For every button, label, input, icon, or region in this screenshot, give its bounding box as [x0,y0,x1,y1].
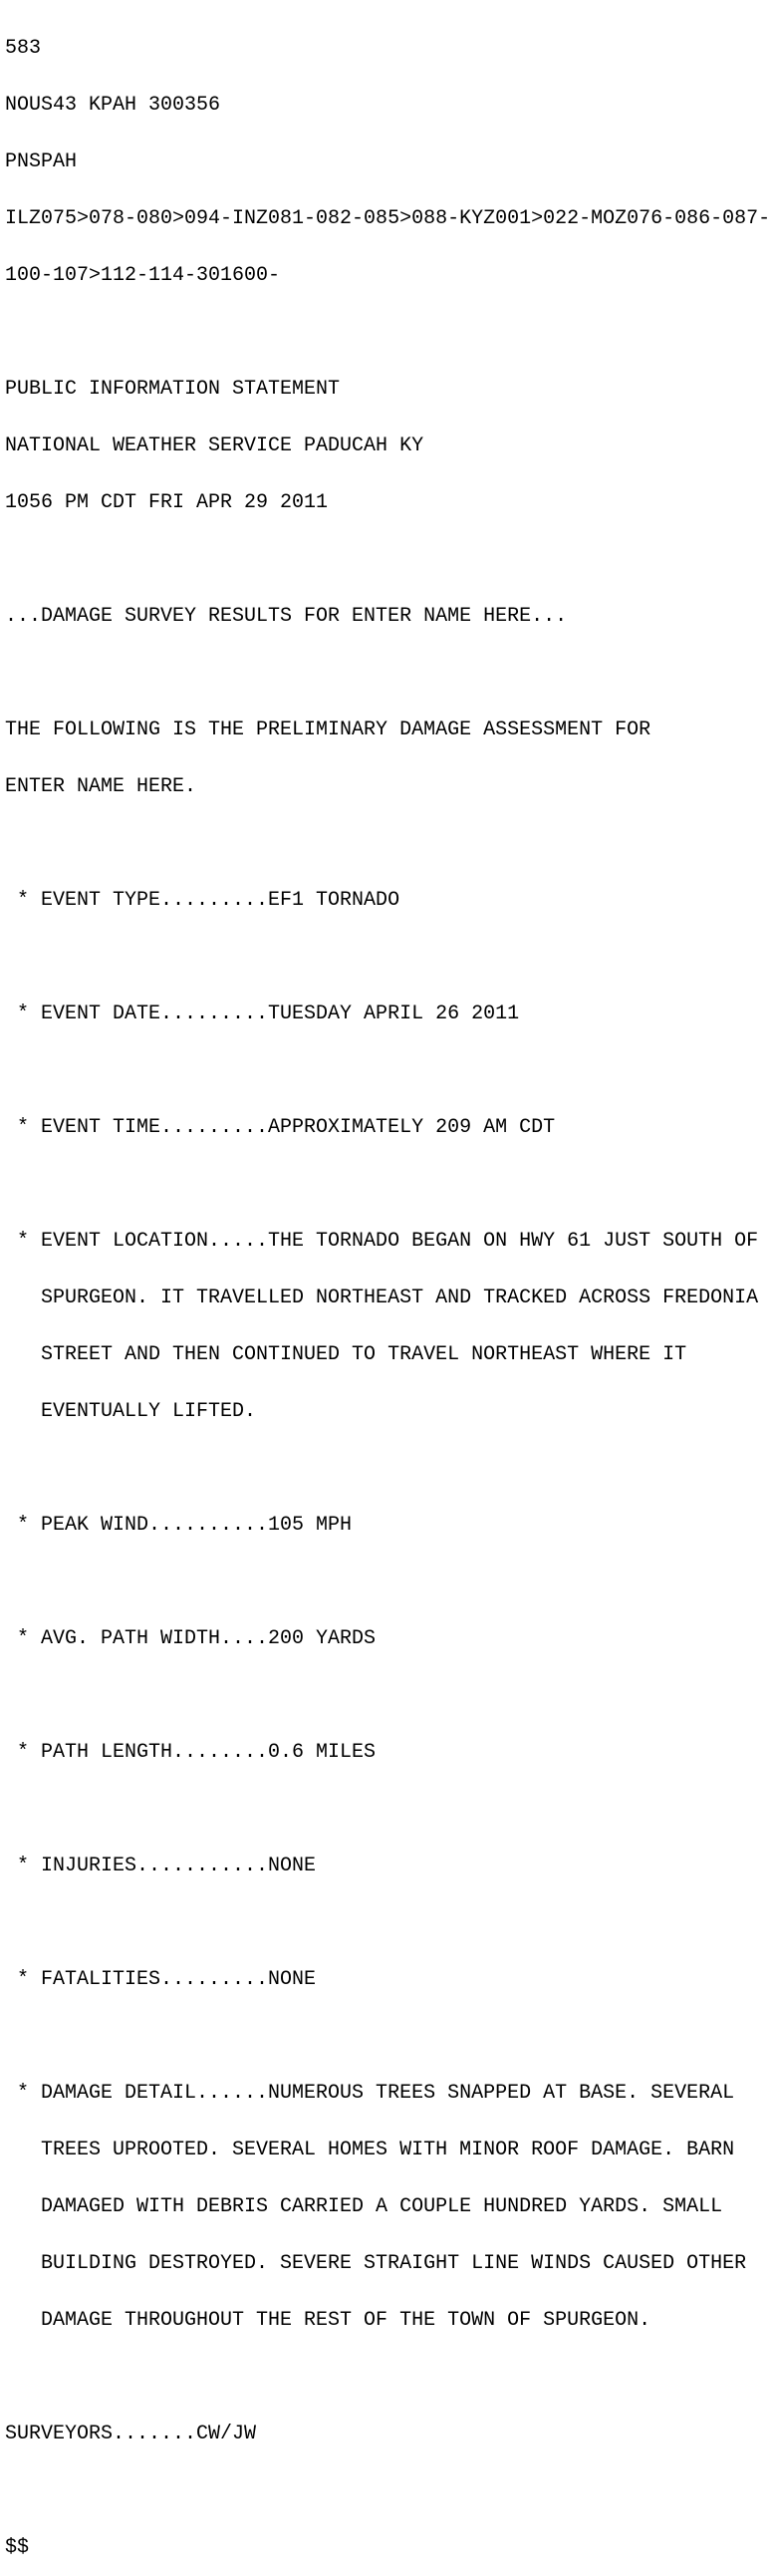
blank-line [5,2027,772,2046]
intro-text: THE FOLLOWING IS THE PRELIMINARY DAMAGE ASSESSMENT FOR [5,718,651,741]
avg-path-width: * AVG. PATH WIDTH....200 YARDS [5,1627,377,1650]
event-location: STREET AND THEN CONTINUED TO TRAVEL NORTHEAST WHERE IT [5,1343,687,1366]
peak-wind: * PEAK WIND..........105 MPH [5,1514,353,1537]
issuing-office: NATIONAL WEATHER SERVICE PADUCAH KY [5,434,424,457]
surveyors: SURVEYORS.......CW/JW [5,2423,257,2445]
blank-line [5,323,772,342]
blank-line [5,2368,772,2387]
blank-line [5,1175,772,1194]
blank-line [5,550,772,569]
ugc-zones-line: ILZ075>078-080>094-INZ081-082-085>088-KYZ001>022-MOZ076-086-087- [5,207,771,230]
end-marker: $$ [5,2536,30,2559]
event-location: SPURGEON. IT TRAVELLED NORTHEAST AND TRACKED ACROSS FREDONIA [5,1287,759,1309]
event-time: * EVENT TIME.........APPROXIMATELY 209 AM CDT [5,1116,556,1139]
damage-detail: BUILDING DESTROYED. SEVERE STRAIGHT LINE WINDS CAUSED OTHER [5,2252,747,2275]
blank-line [5,1061,772,1080]
ugc-zones-line: 100-107>112-114-301600- [5,264,281,287]
fatalities: * FATALITIES.........NONE [5,1968,317,1991]
damage-detail: DAMAGE THROUGHOUT THE REST OF THE TOWN OF SPURGEON. [5,2309,651,2332]
event-location: EVENTUALLY LIFTED. [5,1400,257,1423]
intro-text: ENTER NAME HERE. [5,775,197,798]
event-type: * EVENT TYPE.........EF1 TORNADO [5,889,400,912]
headline: ...DAMAGE SURVEY RESULTS FOR ENTER NAME HERE... [5,605,568,628]
sequence-number: 583 [5,37,42,60]
blank-line [5,948,772,967]
statement-title: PUBLIC INFORMATION STATEMENT [5,378,341,401]
event-location: * EVENT LOCATION.....THE TORNADO BEGAN ON HWY 61 JUST SOUTH OF [5,1230,759,1253]
blank-line [5,834,772,853]
damage-detail: DAMAGED WITH DEBRIS CARRIED A COUPLE HUNDRED YARDS. SMALL [5,2195,723,2218]
awips-id: PNSPAH [5,150,78,173]
damage-detail: * DAMAGE DETAIL......NUMEROUS TREES SNAPPED AT BASE. SEVERAL [5,2082,735,2105]
issue-time: 1056 PM CDT FRI APR 29 2011 [5,491,329,514]
blank-line [5,2481,772,2500]
blank-line [5,1686,772,1705]
injuries: * INJURIES...........NONE [5,1855,317,1877]
blank-line [5,1573,772,1591]
blank-line [5,1459,772,1478]
event-date: * EVENT DATE.........TUESDAY APRIL 26 2011 [5,1002,520,1025]
blank-line [5,1913,772,1932]
blank-line [5,1800,772,1819]
wmo-header: NOUS43 KPAH 300356 [5,94,221,117]
path-length: * PATH LENGTH........0.6 MILES [5,1741,377,1764]
damage-detail: TREES UPROOTED. SEVERAL HOMES WITH MINOR ROOF DAMAGE. BARN [5,2139,735,2161]
blank-line [5,664,772,683]
